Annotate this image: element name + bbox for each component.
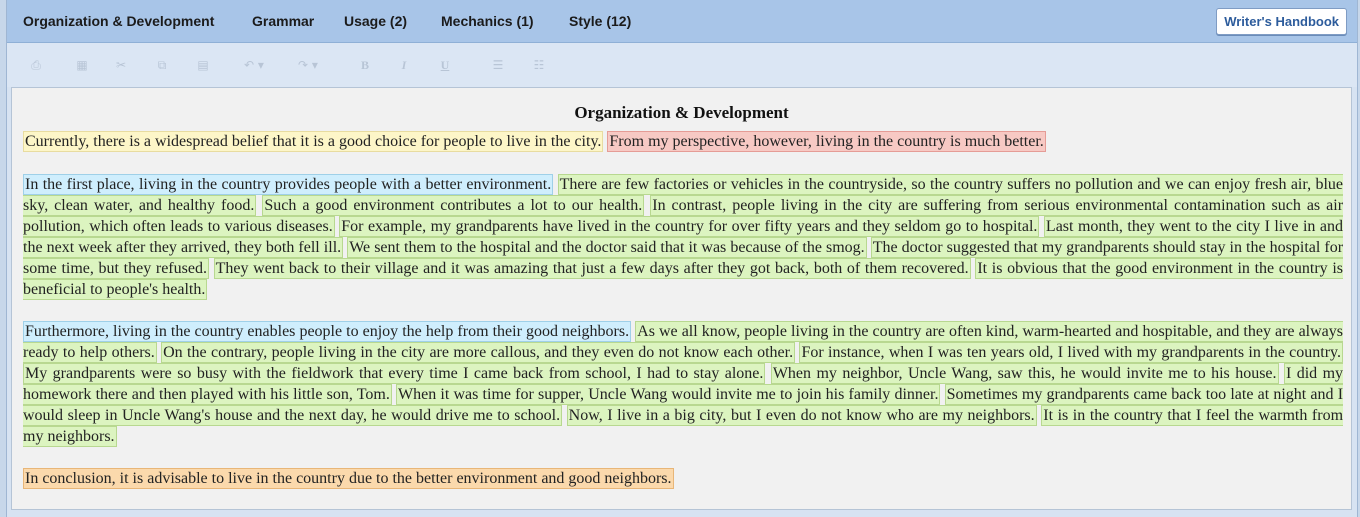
highlighted-sentence[interactable]: For instance, when I was ten years old, I lived with my grandparents in the country.	[801, 344, 1342, 361]
essay-editor[interactable]	[11, 87, 1352, 510]
highlighted-sentence[interactable]: On the contrary, people living in the city are more callous, and they even do not know each other.	[163, 344, 794, 361]
highlighted-sentence[interactable]: It is obvious that the good environment in the country is beneficial to people's health.	[23, 260, 1344, 298]
conclusion-paragraph	[23, 468, 1343, 489]
highlighted-sentence[interactable]: From my perspective, however, living in the country is much better.	[609, 133, 1044, 150]
underline-icon[interactable]: U	[440, 58, 450, 72]
tab-usage[interactable]: Usage (2)	[344, 13, 408, 29]
highlighted-sentence[interactable]: We sent them to the hospital and the doctor said that it was because of the smog.	[349, 239, 865, 256]
document-title: Organization & Development	[574, 103, 789, 122]
intro-paragraph	[23, 131, 1343, 152]
highlighted-sentence[interactable]: In the first place, living in the country provides people with a better environment.	[25, 176, 552, 193]
redo-icon[interactable]: ↷ ▾	[298, 58, 318, 72]
undo-icon[interactable]: ↶ ▾	[244, 58, 264, 72]
highlighted-sentence[interactable]: Furthermore, living in the country enables people to enjoy the help from their good neighbors.	[25, 323, 630, 340]
bulleted-list-icon[interactable]: ☰	[492, 58, 504, 72]
highlighted-sentence[interactable]: There are few factories or vehicles in the countryside, so the country suffers no pollution and we can enjoy fresh air, blue sky, clean water, and healthy food.	[23, 176, 1344, 214]
highlighted-sentence[interactable]: Last month, they went to the city I live in and the next week after they arrived, they both fell ill.	[23, 218, 1344, 256]
highlighted-sentence[interactable]: In conclusion, it is advisable to live in the country due to the better environment and good neighbors.	[25, 470, 672, 487]
highlighted-sentence[interactable]: I did my homework there and then played with his little son, Tom.	[23, 365, 1344, 403]
highlighted-sentence[interactable]: As we all know, people living in the country are often kind, warm-hearted and hospitable, and they are always ready to help others.	[23, 323, 1344, 361]
editor-toolbar	[7, 43, 1357, 87]
highlighted-sentence[interactable]: It is in the country that I feel the warmth from my neighbors.	[23, 407, 1344, 445]
highlighted-sentence[interactable]: My grandparents were so busy with the fieldwork that every time I came back from school, I had to stay alone.	[25, 365, 764, 382]
tab-grammar[interactable]: Grammar	[252, 13, 315, 29]
writers-handbook-button[interactable]: Writer's Handbook	[1216, 8, 1347, 35]
bold-icon[interactable]: B	[360, 58, 369, 72]
select-all-icon[interactable]: ▦	[76, 58, 88, 72]
category-tab-bar	[7, 0, 1357, 43]
body-paragraph-1	[23, 174, 1343, 300]
highlighted-sentence[interactable]: Currently, there is a widespread belief that it is a good choice for people to live in the city.	[25, 133, 602, 150]
highlighted-sentence[interactable]: When it was time for supper, Uncle Wang would invite me to join his family dinner.	[398, 386, 939, 403]
copy-icon[interactable]: ⧉	[157, 58, 167, 72]
tab-style[interactable]: Style (12)	[569, 13, 632, 29]
highlighted-sentence[interactable]: Such a good environment contributes a lot to our health.	[264, 197, 643, 214]
highlighted-sentence[interactable]: Now, I live in a big city, but I even do not know who are my neighbors.	[568, 407, 1035, 424]
writing-app-window	[6, 0, 1358, 517]
highlighted-sentence[interactable]: For example, my grandparents have lived in the country for over fifty years and they seldom go to hospital.	[341, 218, 1038, 235]
cut-icon[interactable]: ✂	[115, 58, 127, 72]
numbered-list-icon[interactable]: ☷	[533, 58, 545, 72]
highlighted-sentence[interactable]: When my neighbor, Uncle Wang, saw this, he would invite me to his house.	[772, 365, 1277, 382]
body-paragraph-2	[23, 321, 1343, 447]
tab-organization-development[interactable]: Organization & Development	[23, 13, 215, 29]
print-icon[interactable]: ⎙	[31, 58, 41, 72]
highlighted-sentence[interactable]: In contrast, people living in the city are suffering from serious environmental contamination such as air pollution, which often leads to various diseases.	[23, 197, 1344, 235]
italic-icon[interactable]: I	[401, 58, 407, 72]
highlighted-sentence[interactable]: The doctor suggested that my grandparents should stay in the hospital for some time, but they refused.	[23, 239, 1344, 277]
highlighted-sentence[interactable]: They went back to their village and it was amazing that just a few days after they got back, both of them recovered.	[215, 260, 969, 277]
paste-icon[interactable]: ▤	[197, 58, 209, 72]
tab-mechanics[interactable]: Mechanics (1)	[441, 13, 534, 29]
highlighted-sentence[interactable]: Sometimes my grandparents came back too late at night and I would sleep in Uncle Wang's house and the next day, he would drive me to school.	[23, 386, 1344, 424]
